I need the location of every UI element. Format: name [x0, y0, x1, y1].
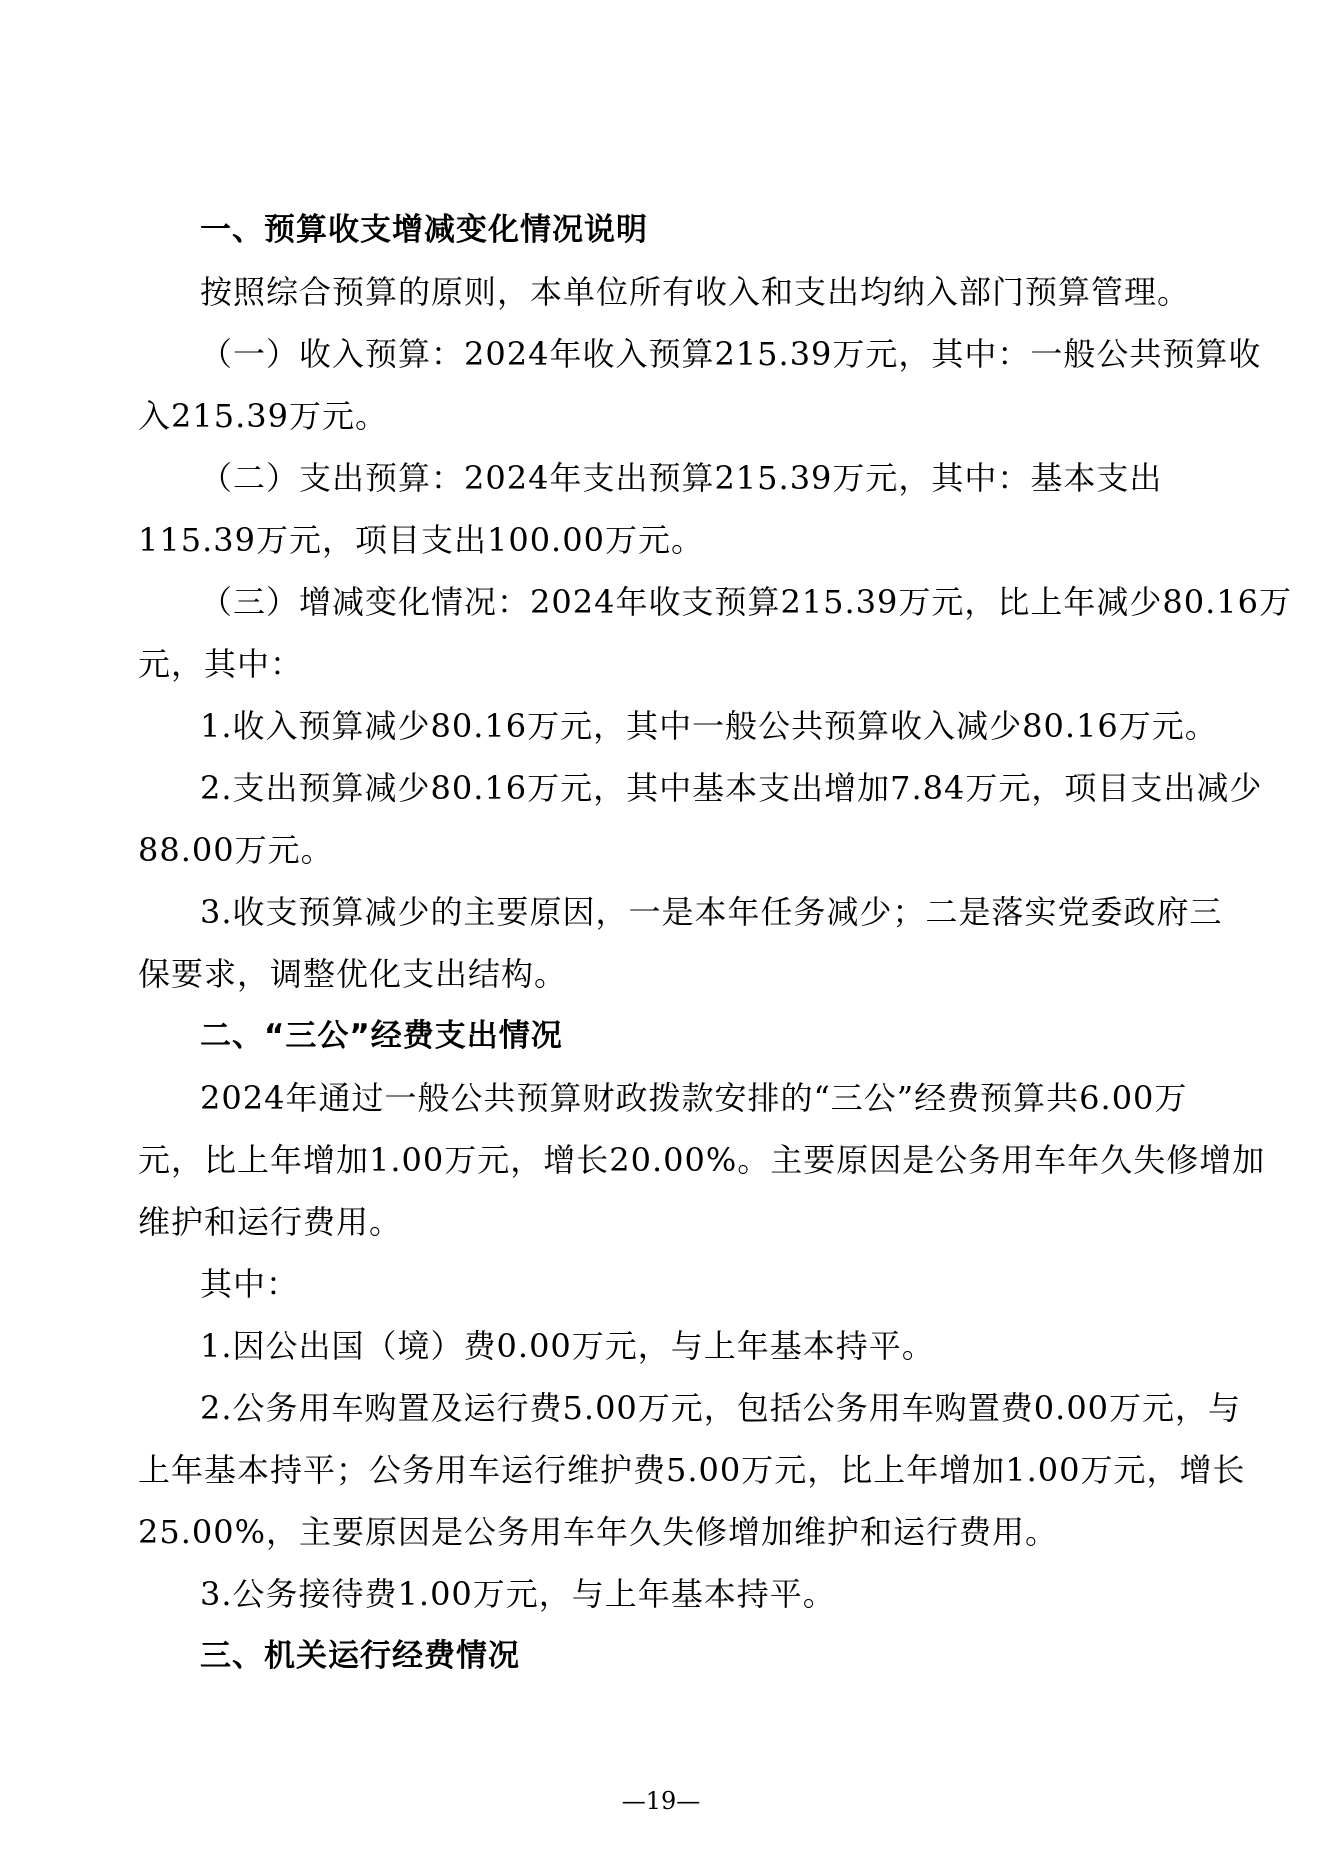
paragraph-line: （三）增减变化情况：2024年收支预算215.39万元，比上年减少80.16万	[200, 583, 1293, 621]
paragraph-line: 其中：	[200, 1265, 300, 1303]
paragraph-line: 上年基本持平；公务用车运行维护费5.00万元，比上年增加1.00万元，增长	[138, 1451, 1246, 1489]
paragraph-line: 入215.39万元。	[138, 397, 388, 435]
paragraph-line: （一）收入预算：2024年收入预算215.39万元，其中：一般公共预算收	[200, 335, 1262, 373]
paragraph-line: 2.支出预算减少80.16万元，其中基本支出增加7.84万元，项目支出减少	[200, 769, 1263, 807]
paragraph-line: 按照综合预算的原则，本单位所有收入和支出均纳入部门预算管理。	[200, 273, 1191, 311]
paragraph-line: 维护和运行费用。	[138, 1203, 403, 1241]
section-heading-2: 二、“三公”经费支出情况	[200, 1018, 563, 1054]
paragraph-line: 115.39万元，项目支出100.00万元。	[138, 521, 704, 559]
page-number: —19—	[621, 1787, 701, 1815]
paragraph-line: 保要求，调整优化支出结构。	[138, 955, 568, 993]
paragraph-line: 25.00%，主要原因是公务用车年久失修增加维护和运行费用。	[138, 1513, 1059, 1551]
paragraph-line: 元，其中：	[138, 645, 304, 683]
paragraph-line: 3.公务接待费1.00万元，与上年基本持平。	[200, 1575, 836, 1613]
section-heading-3: 三、机关运行经费情况	[200, 1638, 520, 1674]
section-heading-1: 一、预算收支增减变化情况说明	[200, 212, 648, 248]
paragraph-line: 2.公务用车购置及运行费5.00万元，包括公务用车购置费0.00万元，与	[200, 1389, 1242, 1427]
paragraph-line: 元，比上年增加1.00万元，增长20.00%。主要原因是公务用车年久失修增加	[138, 1141, 1266, 1179]
paragraph-line: （二）支出预算：2024年支出预算215.39万元，其中：基本支出	[200, 459, 1163, 497]
paragraph-line: 1.因公出国（境）费0.00万元，与上年基本持平。	[200, 1327, 935, 1365]
paragraph-line: 1.收入预算减少80.16万元，其中一般公共预算收入减少80.16万元。	[200, 707, 1218, 745]
paragraph-line: 3.收支预算减少的主要原因，一是本年任务减少；二是落实党委政府三	[200, 893, 1223, 931]
paragraph-line: 2024年通过一般公共预算财政拨款安排的“三公”经费预算共6.00万	[200, 1079, 1188, 1117]
paragraph-line: 88.00万元。	[138, 831, 334, 869]
